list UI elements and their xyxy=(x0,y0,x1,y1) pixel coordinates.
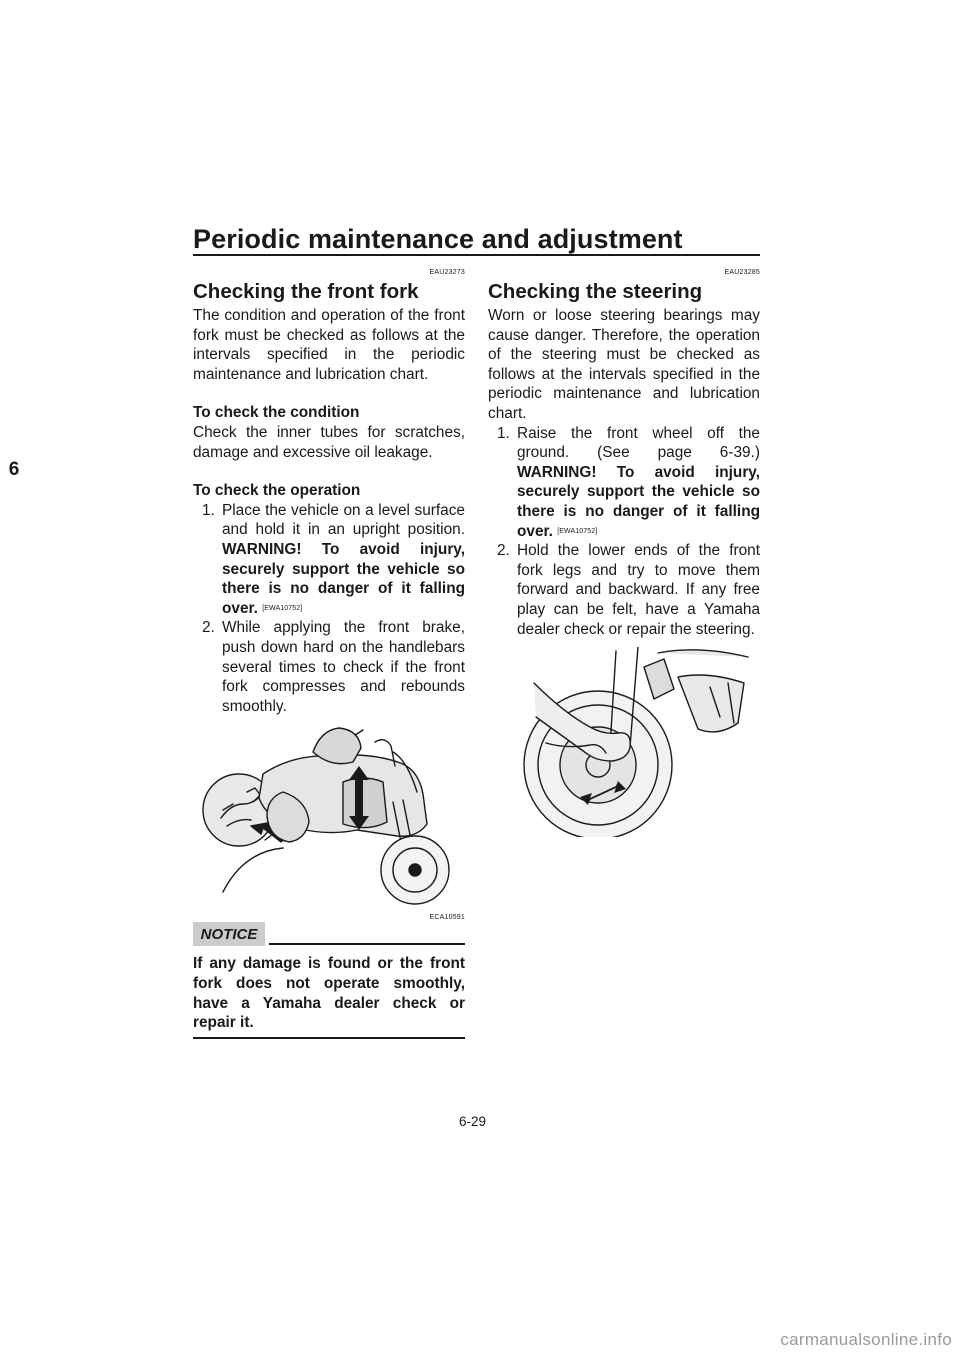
step-number: 1. xyxy=(497,424,510,442)
list-item xyxy=(488,541,760,639)
operation-steps xyxy=(193,501,465,717)
footer-watermark: carmanualsonline.info xyxy=(780,1330,952,1349)
front-fork-figure xyxy=(193,722,465,922)
warning-code: [EWA10752] xyxy=(557,527,598,535)
step-text: While applying the front brake, push down hard on the handlebars several times to check if the front fork compresses and rebounds smoothly. xyxy=(222,619,465,715)
condition-heading: To check the condition xyxy=(193,404,360,422)
notice-end-rule xyxy=(193,1037,465,1039)
step-number: 1. xyxy=(202,501,215,519)
operation-heading: To check the operation xyxy=(193,482,361,500)
steering-check-illustration xyxy=(488,647,760,837)
page-title: Periodic maintenance and adjustment xyxy=(193,224,683,254)
figure-code: ECA10591 xyxy=(429,914,465,922)
warning-text: WARNING! To avoid injury, securely support the vehicle so there is no danger of it falling over. xyxy=(517,463,760,540)
right-column xyxy=(488,268,760,837)
step-text: Hold the lower ends of the front fork legs and try to move them forward and backward. If any free play can be felt, have a Yamaha dealer check or repair the steering. xyxy=(517,542,760,638)
step-text: Raise the front wheel off the ground. (See page 6-39.) xyxy=(517,424,760,462)
notice-rule xyxy=(269,943,465,945)
section-code: EAU23273 xyxy=(429,269,465,276)
steering-intro: Worn or loose steering bearings may cause danger. Therefore, the operation of the steering must be checked as follows at the intervals specified in the periodic maintenance and lubrication chart. xyxy=(488,307,760,422)
step-text: Place the vehicle on a level surface and hold it in an upright position. xyxy=(222,501,465,539)
warning-code: [EWA10752] xyxy=(262,604,303,612)
chapter-tab: 6 xyxy=(8,459,20,480)
notice-badge: NOTICE xyxy=(193,922,265,946)
notice-bar xyxy=(193,922,465,948)
left-column xyxy=(193,268,465,1039)
steering-figure xyxy=(488,647,760,837)
warning-text: WARNING! To avoid injury, securely support the vehicle so there is no danger of it falling over. xyxy=(222,540,465,617)
section-heading-front-fork: Checking the front fork xyxy=(193,280,419,303)
section-heading-steering: Checking the steering xyxy=(488,280,703,303)
notice-text: If any damage is found or the front fork does not operate smoothly, have a Yamaha dealer check or repair it. xyxy=(193,955,465,1032)
motorcycle-front-fork-illustration xyxy=(193,722,465,908)
list-item xyxy=(488,424,760,542)
step-number: 2. xyxy=(497,542,510,560)
list-item xyxy=(193,501,465,619)
list-item xyxy=(193,618,465,716)
steering-steps xyxy=(488,424,760,640)
title-rule xyxy=(193,254,760,256)
condition-text: Check the inner tubes for scratches, damage and excessive oil leakage. xyxy=(193,423,465,461)
section-code: EAU23285 xyxy=(724,269,760,276)
page-number: 6-29 xyxy=(459,1114,487,1129)
step-number: 2. xyxy=(202,619,215,637)
front-fork-intro: The condition and operation of the front fork must be checked as follows at the intervals specified in the periodic maintenance and lubrication chart. xyxy=(193,307,465,383)
